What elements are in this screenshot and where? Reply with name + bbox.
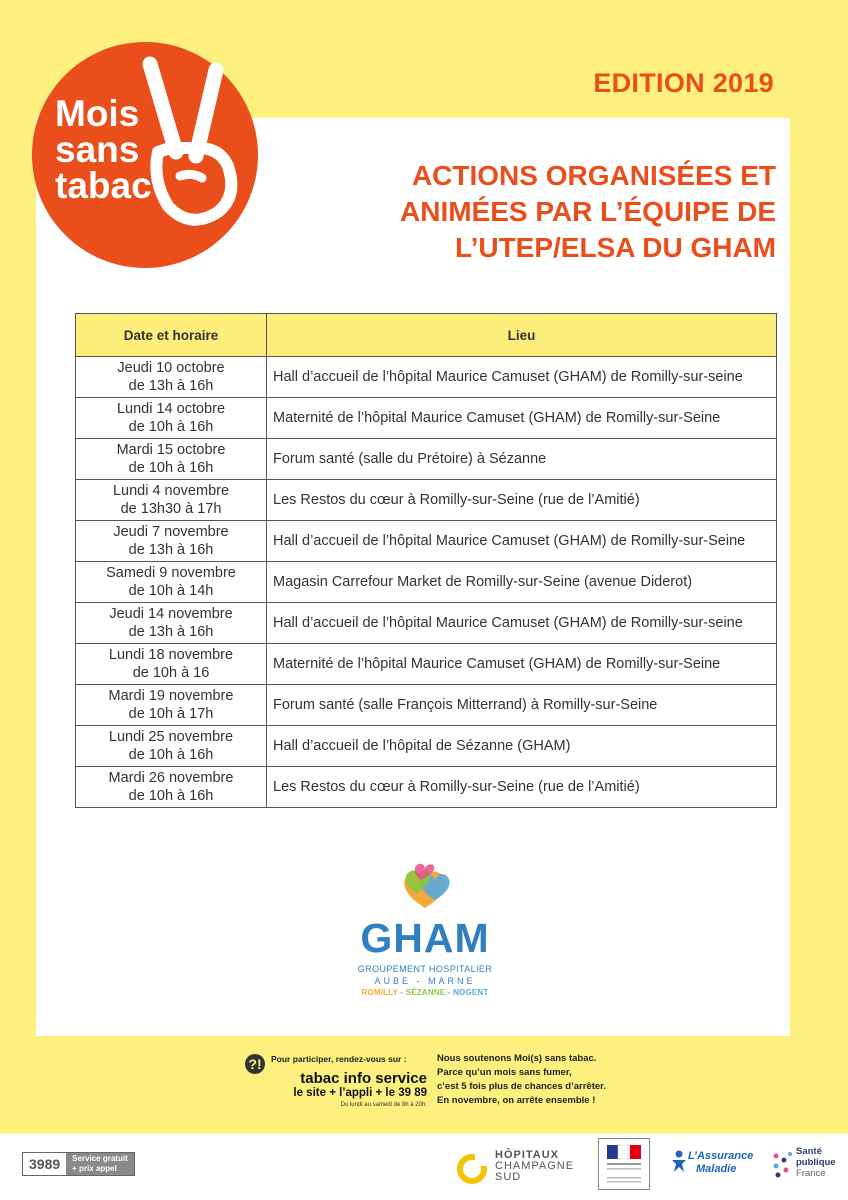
date-cell: Samedi 9 novembre de 10h à 14h (76, 562, 267, 603)
table-row (76, 726, 777, 767)
question-exclamation-icon: ?! (245, 1054, 265, 1074)
date-cell: Mardi 15 octobre de 10h à 16h (76, 439, 267, 480)
table-row (76, 439, 777, 480)
date-cell: Mardi 19 novembre de 10h à 17h (76, 685, 267, 726)
date-cell: Lundi 14 octobre de 10h à 16h (76, 398, 267, 439)
place-cell: Maternité de l’hôpital Maurice Camuset (GHAM) de Romilly-sur-Seine (267, 644, 777, 685)
date-cell: Lundi 25 novembre de 10h à 16h (76, 726, 267, 767)
figure-icon (670, 1150, 688, 1172)
support-line: c’est 5 fois plus de chances d’arrêter. (437, 1081, 606, 1092)
support-message (437, 1052, 607, 1108)
logo-line-2: sans (55, 129, 140, 170)
place-cell: Les Restos du cœur à Romilly-sur-Seine (rue de l’Amitié) (267, 767, 777, 808)
hcs-text: HÔPITAUX CHAMPAGNE SUD (495, 1149, 575, 1183)
title-line-2: ANIMÉES PAR L’ÉQUIPE DE (400, 196, 776, 227)
logo-line-1: Mois (55, 93, 140, 134)
date-cell: Mardi 26 novembre de 10h à 16h (76, 767, 267, 808)
schedule-table (75, 313, 777, 808)
hearts-icon (395, 860, 459, 914)
assurance-maladie-logo (670, 1148, 760, 1184)
table-row (76, 603, 777, 644)
page-title (306, 158, 776, 266)
republique-francaise-logo (598, 1138, 650, 1190)
place-cell: Hall d’accueil de l’hôpital Maurice Camuset (GHAM) de Romilly-sur-seine (267, 603, 777, 644)
hopitaux-champagne-sud-logo (455, 1148, 585, 1188)
header-place: Lieu (267, 314, 777, 357)
date-cell: Lundi 18 novembre de 10h à 16 (76, 644, 267, 685)
table-row (76, 562, 777, 603)
gham-logo (355, 860, 495, 1005)
gham-towns: ROMILLY - SÉZANNE - NOGENT (361, 988, 489, 997)
table-header-row (76, 314, 777, 357)
date-cell: Lundi 4 novembre de 13h30 à 17h (76, 480, 267, 521)
date-cell: Jeudi 10 octobre de 13h à 16h (76, 357, 267, 398)
table-row (76, 398, 777, 439)
place-cell: Magasin Carrefour Market de Romilly-sur-Seine (avenue Diderot) (267, 562, 777, 603)
title-line-1: ACTIONS ORGANISÉES ET (411, 160, 776, 191)
gham-subtitle-1: GROUPEMENT HOSPITALIER (357, 964, 493, 974)
footer-logos (0, 1134, 848, 1200)
table-row (76, 644, 777, 685)
badge-text: Service gratuit + prix appel (66, 1153, 134, 1175)
header-date: Date et horaire (76, 314, 267, 357)
edition-label: EDITION 2019 (593, 68, 774, 98)
place-cell: Forum santé (salle François Mitterrand) à Romilly-sur-Seine (267, 685, 777, 726)
promo-title: tabac info service (300, 1070, 427, 1087)
spf-text: Santé publique France (796, 1146, 836, 1179)
title-line-3: L’UTEP/ELSA DU GHAM (455, 232, 776, 263)
gham-subtitle-2: AUBE - MARNE (374, 976, 476, 986)
support-line: Parce qu’un mois sans fumer, (437, 1067, 572, 1078)
table-row (76, 685, 777, 726)
place-cell: Les Restos du cœur à Romilly-sur-Seine (rue de l’Amitié) (267, 480, 777, 521)
support-line: Nous soutenons Moi(s) sans tabac. (437, 1053, 597, 1064)
dots-icon (770, 1150, 794, 1180)
phone-3989-badge (22, 1152, 135, 1176)
ameli-text: L’Assurance Maladie (688, 1150, 754, 1175)
marianne-icon (599, 1139, 649, 1189)
support-line: En novembre, on arrête ensemble ! (437, 1095, 596, 1106)
date-cell: Jeudi 14 novembre de 13h à 16h (76, 603, 267, 644)
mois-sans-tabac-logo (30, 40, 260, 270)
table-row (76, 357, 777, 398)
hcs-ring-icon (455, 1152, 489, 1186)
gham-name: GHAM (360, 915, 490, 961)
place-cell: Maternité de l’hôpital Maurice Camuset (GHAM) de Romilly-sur-Seine (267, 398, 777, 439)
promo-intro: Pour participer, rendez-vous sur : (271, 1054, 407, 1064)
tabac-info-service-promo (245, 1050, 425, 1114)
sante-publique-france-logo (770, 1146, 840, 1186)
promo-channels: le site + l’appli + le 39 89 (293, 1087, 427, 1099)
promo-hours: Du lundi au samedi de 8h à 20h. (340, 1102, 427, 1108)
badge-number: 3989 (23, 1153, 66, 1175)
place-cell: Hall d’accueil de l’hôpital Maurice Camuset (GHAM) de Romilly-sur-Seine (267, 521, 777, 562)
place-cell: Hall d’accueil de l’hôpital de Sézanne (GHAM) (267, 726, 777, 767)
place-cell: Forum santé (salle du Prétoire) à Sézanne (267, 439, 777, 480)
table-row (76, 521, 777, 562)
date-cell: Jeudi 7 novembre de 13h à 16h (76, 521, 267, 562)
table-row (76, 480, 777, 521)
place-cell: Hall d’accueil de l’hôpital Maurice Camuset (GHAM) de Romilly-sur-seine (267, 357, 777, 398)
logo-line-3: tabac (55, 165, 152, 206)
table-row (76, 767, 777, 808)
